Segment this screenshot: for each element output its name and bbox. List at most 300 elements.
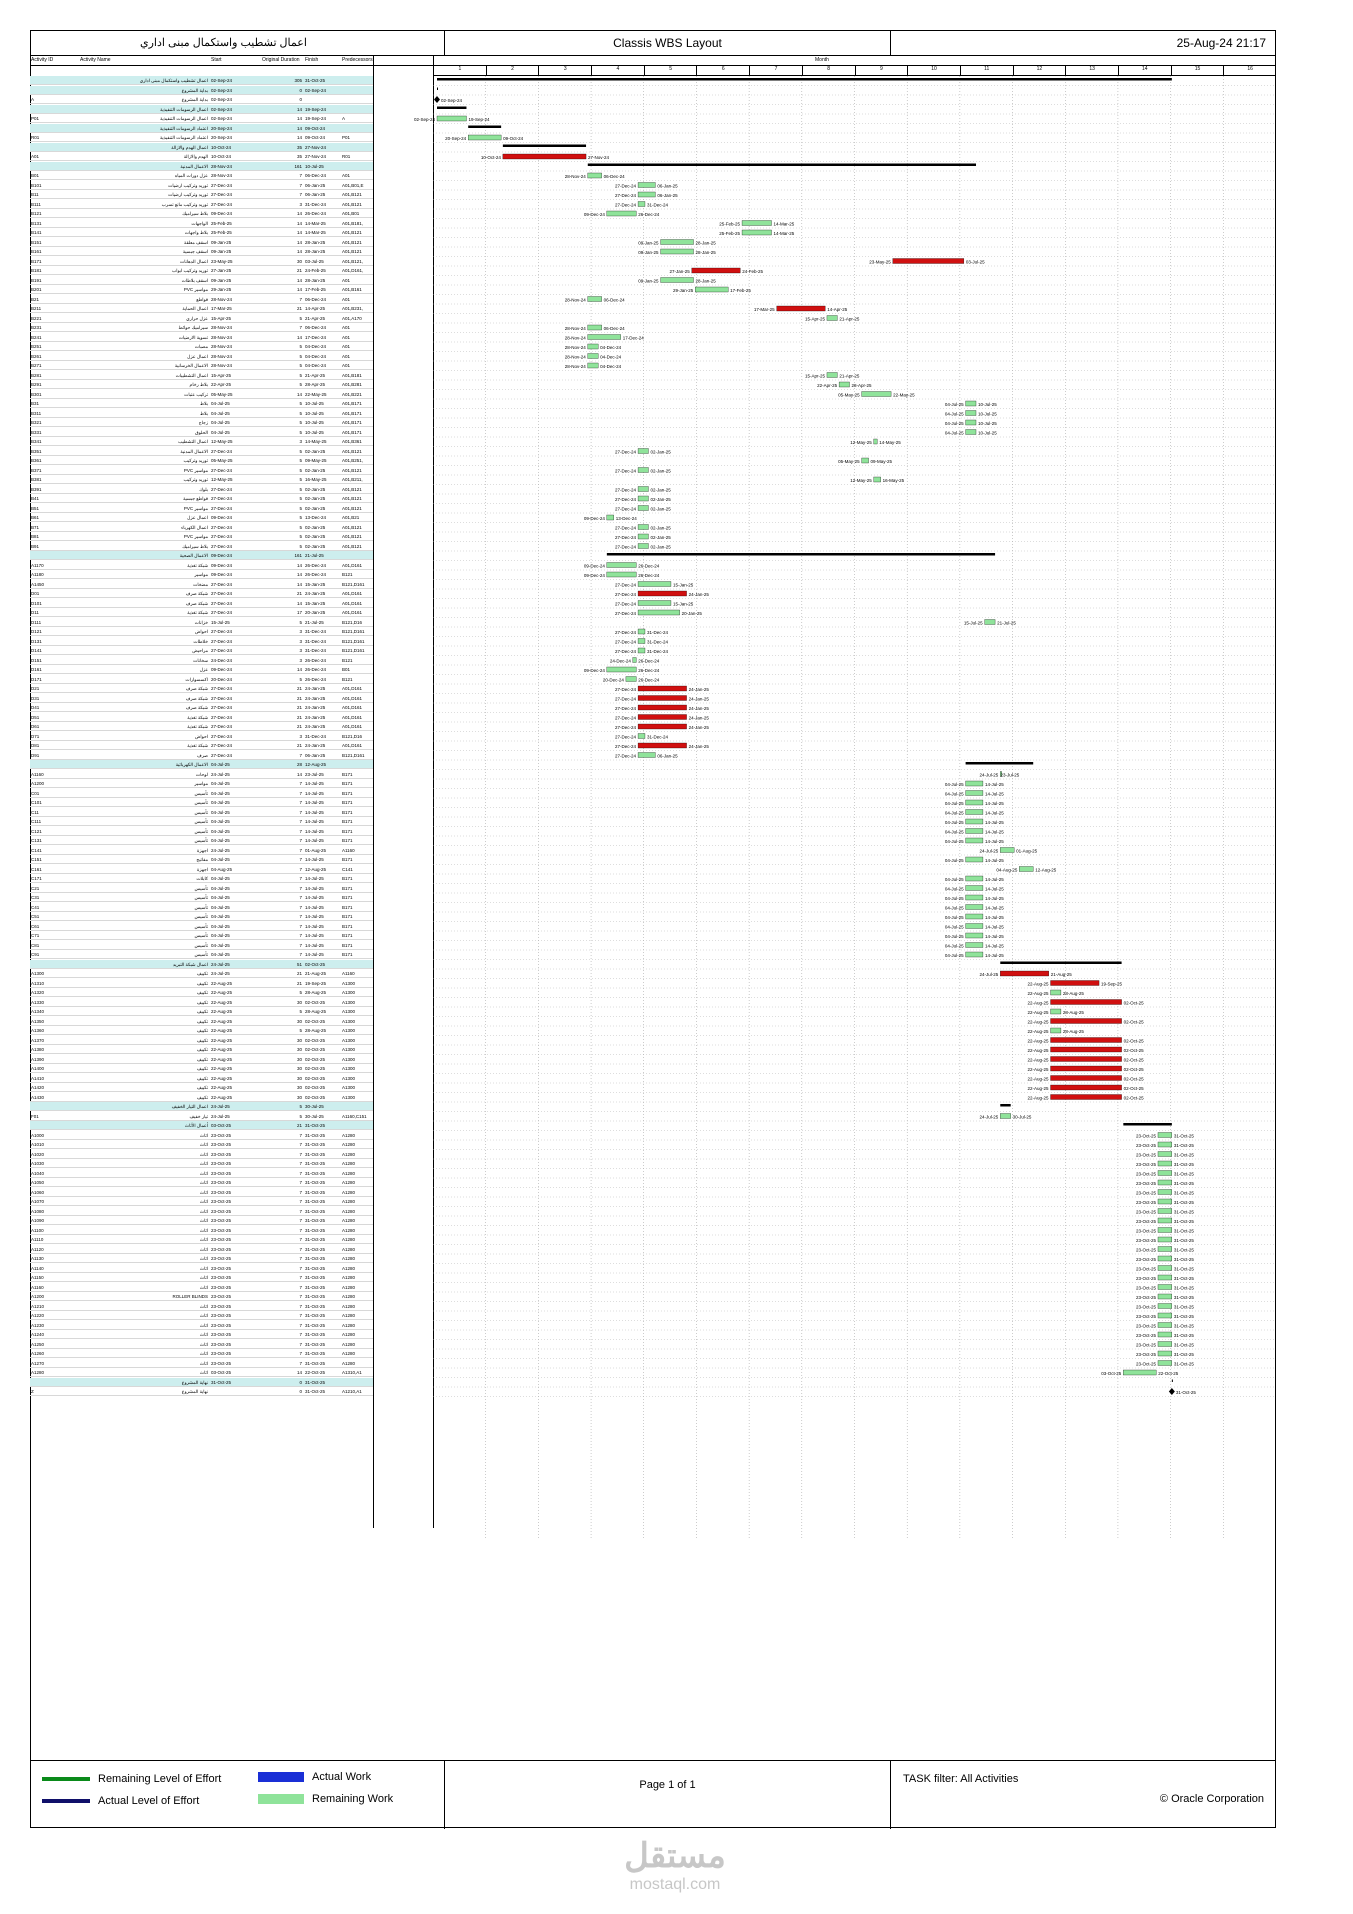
activity-row[interactable] [30,732,373,741]
activity-row[interactable] [30,466,373,475]
activity-row[interactable] [30,979,373,988]
activity-bar[interactable] [1158,1171,1172,1176]
wbs-row[interactable] [30,76,373,85]
activity-row[interactable] [30,1112,373,1121]
activity-bar[interactable] [638,202,645,207]
activity-row[interactable] [30,485,373,494]
activity-row[interactable] [30,380,373,389]
activity-bar[interactable] [966,781,983,786]
activity-row[interactable] [30,133,373,142]
milestone-marker[interactable] [434,96,440,103]
activity-bar[interactable] [638,496,648,501]
milestone-marker[interactable] [1169,1388,1175,1395]
activity-bar[interactable] [1051,1095,1122,1100]
activity-row[interactable] [30,1216,373,1225]
activity-row[interactable] [30,456,373,465]
activity-row[interactable] [30,1254,373,1263]
wbs-row[interactable] [30,1121,373,1130]
activity-bar[interactable] [1158,1285,1172,1290]
wbs-row[interactable] [30,551,373,560]
activity-bar[interactable] [966,401,976,406]
activity-bar[interactable] [1158,1313,1172,1318]
activity-bar[interactable] [503,154,586,159]
activity-row[interactable] [30,789,373,798]
activity-row[interactable] [30,741,373,750]
wbs-summary-bar[interactable] [468,126,501,129]
activity-row[interactable] [30,1226,373,1235]
wbs-summary-bar[interactable] [1172,1380,1173,1383]
activity-row[interactable] [30,1131,373,1140]
activity-row[interactable] [30,922,373,931]
activity-row[interactable] [30,589,373,598]
activity-bar[interactable] [638,449,648,454]
activity-row[interactable] [30,352,373,361]
activity-bar[interactable] [661,249,694,254]
activity-row[interactable] [30,428,373,437]
activity-bar[interactable] [588,173,602,178]
activity-row[interactable] [30,390,373,399]
activity-bar[interactable] [1158,1209,1172,1214]
activity-row[interactable] [30,1169,373,1178]
activity-row[interactable] [30,561,373,570]
activity-row[interactable] [30,684,373,693]
activity-row[interactable] [30,570,373,579]
activity-row[interactable] [30,722,373,731]
activity-row[interactable] [30,437,373,446]
activity-bar[interactable] [1158,1133,1172,1138]
activity-bar[interactable] [638,192,655,197]
activity-bar[interactable] [742,230,771,235]
activity-row[interactable] [30,1359,373,1368]
wbs-summary-bar[interactable] [1123,1123,1172,1126]
activity-bar[interactable] [638,705,687,710]
activity-bar[interactable] [966,924,983,929]
cell-dur: 7 [299,1227,302,1233]
activity-row[interactable] [30,1302,373,1311]
wbs-summary-bar[interactable] [588,164,976,167]
activity-bar[interactable] [1051,1038,1122,1043]
activity-row[interactable] [30,1140,373,1149]
activity-row[interactable] [30,1273,373,1282]
activity-row[interactable] [30,912,373,921]
activity-row[interactable] [30,361,373,370]
activity-row[interactable] [30,1017,373,1026]
activity-row[interactable] [30,1311,373,1320]
activity-row[interactable] [30,494,373,503]
activity-bar[interactable] [874,477,881,482]
activity-bar[interactable] [1158,1332,1172,1337]
start-label: 09-Jan-25 [638,278,659,284]
activity-bar[interactable] [862,458,869,463]
cell-finish: 01-Aug-25 [305,847,327,853]
activity-row[interactable] [30,893,373,902]
activity-bar[interactable] [966,800,983,805]
activity-bar[interactable] [638,525,648,530]
activity-bar[interactable] [1000,848,1014,853]
activity-bar[interactable] [638,734,645,739]
activity-row[interactable] [30,523,373,532]
activity-bar[interactable] [1000,971,1049,976]
activity-bar[interactable] [638,183,655,188]
activity-bar[interactable] [638,487,648,492]
activity-bar[interactable] [1158,1304,1172,1309]
activity-row[interactable] [30,770,373,779]
activity-bar[interactable] [638,582,671,587]
cell-finish: 31-Oct-25 [305,1132,326,1138]
wbs-summary-bar[interactable] [607,553,995,556]
activity-bar[interactable] [874,439,877,444]
activity-row[interactable] [30,219,373,228]
activity-bar[interactable] [638,715,687,720]
activity-bar[interactable] [966,420,976,425]
wbs-row[interactable] [30,124,373,133]
wbs-row[interactable] [30,1378,373,1387]
activity-row[interactable] [30,808,373,817]
activity-bar[interactable] [588,335,621,340]
activity-bar[interactable] [966,933,983,938]
activity-row[interactable] [30,884,373,893]
activity-bar[interactable] [638,724,687,729]
activity-bar[interactable] [638,610,680,615]
col-duration[interactable]: Original Duration [262,57,300,63]
activity-row[interactable] [30,228,373,237]
activity-row[interactable] [30,580,373,589]
activity-bar[interactable] [1019,867,1033,872]
activity-bar[interactable] [966,819,983,824]
activity-row[interactable] [30,257,373,266]
activity-bar[interactable] [638,639,645,644]
activity-row[interactable] [30,314,373,323]
activity-row[interactable] [30,1074,373,1083]
activity-bar[interactable] [1158,1237,1172,1242]
activity-row[interactable] [30,627,373,636]
activity-bar[interactable] [638,591,687,596]
activity-row[interactable] [30,1036,373,1045]
activity-row[interactable] [30,1330,373,1339]
activity-row[interactable] [30,1283,373,1292]
activity-bar[interactable] [1051,990,1061,995]
activity-row[interactable] [30,1235,373,1244]
activity-bar[interactable] [966,943,983,948]
activity-row[interactable] [30,1093,373,1102]
activity-bar[interactable] [1051,1000,1122,1005]
activity-bar[interactable] [661,278,694,283]
activity-bar[interactable] [1051,981,1100,986]
activity-row[interactable] [30,656,373,665]
activity-row[interactable] [30,532,373,541]
activity-bar[interactable] [633,658,636,663]
activity-row[interactable] [30,285,373,294]
wbs-summary-bar[interactable] [437,107,466,110]
activity-row[interactable] [30,542,373,551]
activity-row[interactable] [30,342,373,351]
activity-row[interactable] [30,931,373,940]
activity-bar[interactable] [985,620,995,625]
activity-bar[interactable] [437,116,466,121]
activity-row[interactable] [30,333,373,342]
activity-bar[interactable] [966,791,983,796]
activity-bar[interactable] [638,506,648,511]
activity-bar[interactable] [1051,1057,1122,1062]
activity-bar[interactable] [1158,1142,1172,1147]
activity-row[interactable] [30,608,373,617]
activity-row[interactable] [30,266,373,275]
activity-bar[interactable] [1158,1152,1172,1157]
activity-row[interactable] [30,247,373,256]
activity-row[interactable] [30,238,373,247]
activity-row[interactable] [30,874,373,883]
wbs-row[interactable] [30,760,373,769]
activity-row[interactable] [30,713,373,722]
activity-row[interactable] [30,1188,373,1197]
activity-row[interactable] [30,190,373,199]
activity-bar[interactable] [1051,1028,1061,1033]
activity-bar[interactable] [638,753,655,758]
activity-row[interactable] [30,1387,373,1396]
activity-bar[interactable] [607,572,636,577]
activity-row[interactable] [30,447,373,456]
activity-row[interactable] [30,1368,373,1377]
finish-label: 02-Oct-25 [1123,1067,1144,1072]
cell-id: A1310 [31,980,45,986]
activity-bar[interactable] [1158,1342,1172,1347]
activity-row[interactable] [30,1055,373,1064]
activity-bar[interactable] [588,344,598,349]
col-activity-name[interactable]: Activity Name [80,57,111,63]
activity-row[interactable] [30,703,373,712]
activity-bar[interactable] [966,430,976,435]
activity-row[interactable] [30,475,373,484]
activity-row[interactable] [30,181,373,190]
activity-bar[interactable] [638,629,645,634]
activity-bar[interactable] [742,221,771,226]
col-finish[interactable]: Finish [305,57,319,63]
wbs-summary-bar[interactable] [503,145,586,148]
activity-bar[interactable] [827,316,837,321]
activity-bar[interactable] [695,287,728,292]
activity-bar[interactable] [638,544,648,549]
activity-bar[interactable] [588,297,602,302]
activity-bar[interactable] [1158,1228,1172,1233]
activity-row[interactable] [30,779,373,788]
activity-row[interactable] [30,599,373,608]
cell-pred: A1210,A1 [342,1389,362,1394]
activity-bar[interactable] [607,667,636,672]
activity-bar[interactable] [966,895,983,900]
col-activity-id[interactable]: Activity ID [31,57,54,63]
activity-row[interactable] [30,1150,373,1159]
activity-row[interactable] [30,865,373,874]
activity-row[interactable] [30,903,373,912]
activity-bar[interactable] [1051,1019,1122,1024]
wbs-row[interactable] [30,1102,373,1111]
activity-bar[interactable] [1158,1218,1172,1223]
activity-row[interactable] [30,817,373,826]
activity-row[interactable] [30,200,373,209]
activity-row[interactable] [30,798,373,807]
cell-start: 20-Dec-24 [211,676,233,682]
activity-bar[interactable] [1158,1190,1172,1195]
activity-bar[interactable] [1158,1361,1172,1366]
activity-bar[interactable] [1000,1114,1010,1119]
activity-row[interactable] [30,836,373,845]
activity-row[interactable] [30,276,373,285]
activity-bar[interactable] [638,743,687,748]
activity-bar[interactable] [966,829,983,834]
activity-row[interactable] [30,694,373,703]
activity-row[interactable] [30,1245,373,1254]
month-cell: 10 [907,66,960,76]
activity-bar[interactable] [1051,1076,1122,1081]
activity-row[interactable] [30,1064,373,1073]
activity-row[interactable] [30,399,373,408]
activity-bar[interactable] [1158,1275,1172,1280]
activity-bar[interactable] [777,306,826,311]
activity-bar[interactable] [588,325,602,330]
wbs-row[interactable] [30,143,373,152]
activity-bar[interactable] [966,886,983,891]
activity-row[interactable] [30,1292,373,1301]
activity-bar[interactable] [893,259,964,264]
activity-bar[interactable] [638,686,687,691]
activity-row[interactable] [30,1083,373,1092]
activity-bar[interactable] [638,468,648,473]
activity-row[interactable] [30,1197,373,1206]
activity-row[interactable] [30,1264,373,1273]
activity-bar[interactable] [966,905,983,910]
activity-bar[interactable] [966,411,976,416]
activity-bar[interactable] [862,392,891,397]
activity-row[interactable] [30,969,373,978]
activity-bar[interactable] [638,534,648,539]
wbs-row[interactable] [30,960,373,969]
activity-row[interactable] [30,504,373,513]
activity-bar[interactable] [692,268,741,273]
activity-bar[interactable] [1051,1066,1122,1071]
activity-bar[interactable] [966,952,983,957]
activity-bar[interactable] [839,382,849,387]
activity-row[interactable] [30,618,373,627]
activity-bar[interactable] [966,914,983,919]
activity-row[interactable] [30,209,373,218]
activity-bar[interactable] [827,373,837,378]
wbs-summary-bar[interactable] [966,762,1034,765]
activity-bar[interactable] [1051,1047,1122,1052]
activity-row[interactable] [30,1026,373,1035]
wbs-summary-bar[interactable] [1000,962,1121,965]
col-predecessors[interactable]: Predecessors [342,57,373,63]
activity-bar[interactable] [1158,1294,1172,1299]
start-label: 15-Jul-25 [963,620,983,626]
wbs-row[interactable] [30,162,373,171]
activity-bar[interactable] [1158,1161,1172,1166]
activity-row[interactable] [30,152,373,161]
activity-row[interactable] [30,1007,373,1016]
activity-bar[interactable] [638,696,687,701]
activity-bar[interactable] [966,838,983,843]
activity-row[interactable] [30,1321,373,1330]
cell-start: 27-Dec-24 [211,182,233,188]
activity-row[interactable] [30,998,373,1007]
finish-label: 31-Oct-25 [1173,1333,1194,1338]
activity-bar[interactable] [638,648,645,653]
activity-bar[interactable] [1158,1266,1172,1271]
activity-bar[interactable] [1158,1256,1172,1261]
activity-row[interactable] [30,751,373,760]
activity-row[interactable] [30,371,373,380]
activity-row[interactable] [30,637,373,646]
activity-row[interactable] [30,941,373,950]
activity-row[interactable] [30,665,373,674]
activity-row[interactable] [30,513,373,522]
activity-bar[interactable] [966,810,983,815]
activity-bar[interactable] [1158,1323,1172,1328]
activity-bar[interactable] [1051,1085,1122,1090]
cell-id: D161 [31,667,42,672]
activity-bar[interactable] [607,515,614,520]
cell-dur: 51 [296,961,302,967]
wbs-row[interactable] [30,86,373,95]
activity-bar[interactable] [1158,1351,1172,1356]
activity-bar[interactable] [1158,1199,1172,1204]
activity-row[interactable] [30,827,373,836]
activity-bar[interactable] [1123,1370,1156,1375]
activity-row[interactable] [30,855,373,864]
activity-bar[interactable] [1051,1009,1061,1014]
activity-bar[interactable] [607,563,636,568]
activity-bar[interactable] [626,677,636,682]
activity-bar[interactable] [966,857,983,862]
activity-bar[interactable] [966,876,983,881]
activity-bar[interactable] [638,601,671,606]
activity-bar[interactable] [588,363,598,368]
activity-row[interactable] [30,295,373,304]
start-label: 27-Dec-24 [615,487,637,493]
activity-row[interactable] [30,1340,373,1349]
cell-start: 24-Jul-25 [211,1113,230,1119]
activity-row[interactable] [30,409,373,418]
activity-row[interactable] [30,1207,373,1216]
activity-row[interactable] [30,1159,373,1168]
wbs-summary-bar[interactable] [437,88,438,91]
activity-row[interactable] [30,95,373,104]
activity-row[interactable] [30,1045,373,1054]
activity-row[interactable] [30,988,373,997]
wbs-summary-bar[interactable] [1000,1104,1010,1107]
wbs-row[interactable] [30,105,373,114]
activity-row[interactable] [30,646,373,655]
activity-row[interactable] [30,846,373,855]
activity-row[interactable] [30,675,373,684]
activity-row[interactable] [30,304,373,313]
activity-row[interactable] [30,418,373,427]
activity-row[interactable] [30,171,373,180]
activity-row[interactable] [30,114,373,123]
activity-row[interactable] [30,1178,373,1187]
activity-row[interactable] [30,323,373,332]
activity-bar[interactable] [468,135,501,140]
activity-bar[interactable] [661,240,694,245]
activity-row[interactable] [30,950,373,959]
cell-pred: A01,B211, [342,477,363,482]
activity-bar[interactable] [588,354,598,359]
activity-row[interactable] [30,1349,373,1358]
activity-bar[interactable] [1158,1247,1172,1252]
activity-bar[interactable] [607,211,636,216]
activity-bar[interactable] [1158,1180,1172,1185]
col-start[interactable]: Start [211,57,222,63]
wbs-summary-bar[interactable] [437,78,1172,81]
